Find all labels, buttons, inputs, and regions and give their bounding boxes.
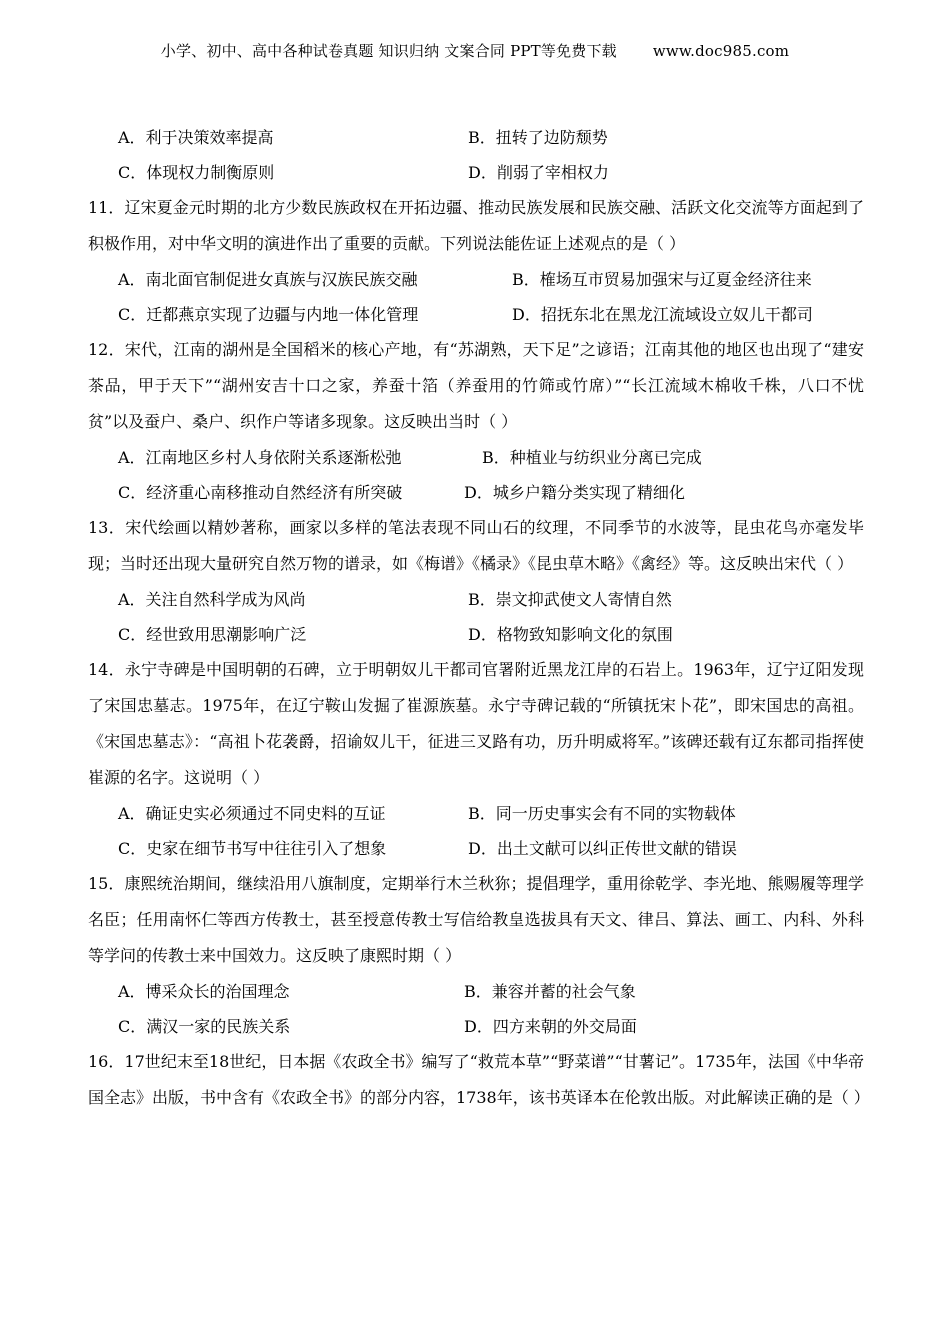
option-row — [88, 155, 864, 190]
header-url[interactable]: www.doc985.com — [652, 42, 790, 60]
q10-options — [88, 120, 864, 190]
question-16 — [88, 1044, 870, 1116]
option-row — [88, 297, 864, 332]
page-header — [0, 40, 950, 61]
option-a[interactable]: A．确证史实必须通过不同史料的互证 — [118, 804, 386, 823]
option-row — [88, 475, 864, 510]
question-stem: 16．17世纪末至18世纪，日本据《农政全书》编写了“救荒本草”“野菜谱”“甘薯记”。1735年，法国《中华帝国全志》出版，书中含有《农政全书》的部分内容，1738年，该书英译本在伦敦出版。对此解读正确的是（ ） — [88, 1052, 870, 1107]
option-b[interactable]: B．兼容并蓄的社会气象 — [464, 982, 636, 1001]
option-b[interactable]: B．扭转了边防颓势 — [468, 128, 608, 147]
option-b[interactable]: B．同一历史事实会有不同的实物载体 — [468, 804, 736, 823]
question-stem: 12．宋代，江南的湖州是全国稻米的核心产地，有“苏湖熟，天下足”之谚语；江南其他的地区也出现了“建安茶品，甲于天下”“湖州安吉十口之家，养蚕十箔（养蚕用的竹筛或竹席）”“长江流域木棉收千株，八口不忧贫”以及蚕户、桑户、织作户等诸多现象。这反映出当时（ ） — [88, 340, 864, 431]
option-row — [88, 974, 864, 1009]
option-row — [88, 582, 864, 617]
question-stem: 15．康熙统治期间，继续沿用八旗制度，定期举行木兰秋狝；提倡理学，重用徐乾学、李光地、熊赐履等理学名臣；任用南怀仁等西方传教士，甚至授意传教士写信给教皇选拔具有天文、律吕、算法、画工、内科、外科等学问的传教士来中国效力。这反映了康熙时期（ ） — [88, 874, 864, 965]
option-d[interactable]: D．出土文献可以纠正传世文献的错误 — [468, 839, 737, 858]
option-b[interactable]: B．崇文抑武使文人寄情自然 — [468, 590, 672, 609]
option-a[interactable]: A．江南地区乡村人身依附关系逐渐松弛 — [118, 448, 402, 467]
question-12 — [88, 332, 864, 510]
option-d[interactable]: D．招抚东北在黑龙江流域设立奴儿干都司 — [512, 305, 813, 324]
option-c[interactable]: C．满汉一家的民族关系 — [118, 1017, 291, 1036]
option-row — [88, 440, 864, 475]
option-a[interactable]: A．南北面官制促进女真族与汉族民族交融 — [118, 270, 418, 289]
question-stem: 11．辽宋夏金元时期的北方少数民族政权在开拓边疆、推动民族发展和民族交融、活跃文化交流等方面起到了积极作用，对中华文明的演进作出了重要的贡献。下列说法能佐证上述观点的是（ ） — [88, 198, 864, 253]
option-d[interactable]: D．削弱了宰相权力 — [468, 163, 609, 182]
question-14 — [88, 652, 864, 866]
option-c[interactable]: C．史家在细节书写中往往引入了想象 — [118, 839, 387, 858]
option-c[interactable]: C．体现权力制衡原则 — [118, 163, 275, 182]
option-a[interactable]: A．博采众长的治国理念 — [118, 982, 290, 1001]
header-text: 小学、初中、高中各种试卷真题 知识归纳 文案合同 PPT等免费下载 — [160, 42, 617, 60]
option-d[interactable]: D．四方来朝的外交局面 — [464, 1017, 637, 1036]
question-15 — [88, 866, 864, 1044]
question-11 — [88, 190, 864, 332]
exam-content — [88, 120, 870, 1116]
question-13 — [88, 510, 864, 652]
question-stem: 14．永宁寺碑是中国明朝的石碑，立于明朝奴儿干都司官署附近黑龙江岸的石岩上。1963年，辽宁辽阳发现了宋国忠墓志。1975年，在辽宁鞍山发掘了崔源族墓。永宁寺碑记载的“所镇抚宋卜花”，即宋国忠的高祖。《宋国忠墓志》：“高祖卜花袭爵，招谕奴儿干，征进三叉路有功，历升明威将军。”该碑还载有辽东都司指挥使崔源的名字。这说明（ ） — [88, 660, 864, 787]
question-stem: 13．宋代绘画以精妙著称，画家以多样的笔法表现不同山石的纹理，不同季节的水波等，昆虫花鸟亦毫发毕现；当时还出现大量研究自然万物的谱录，如《梅谱》《橘录》《昆虫草木略》《禽经》等。这反映出宋代（ ） — [88, 518, 864, 573]
option-row — [88, 796, 864, 831]
option-row — [88, 120, 864, 155]
option-d[interactable]: D．格物致知影响文化的氛围 — [468, 625, 673, 644]
option-b[interactable]: B．种植业与纺织业分离已完成 — [482, 448, 702, 467]
option-row — [88, 831, 864, 866]
option-c[interactable]: C．迁都燕京实现了边疆与内地一体化管理 — [118, 305, 419, 324]
option-row — [88, 262, 864, 297]
option-a[interactable]: A．关注自然科学成为风尚 — [118, 590, 306, 609]
option-c[interactable]: C．经世致用思潮影响广泛 — [118, 625, 307, 644]
option-b[interactable]: B．榷场互市贸易加强宋与辽夏金经济往来 — [512, 270, 812, 289]
option-c[interactable]: C．经济重心南移推动自然经济有所突破 — [118, 483, 403, 502]
option-row — [88, 617, 864, 652]
option-a[interactable]: A．利于决策效率提高 — [118, 128, 274, 147]
option-row — [88, 1009, 864, 1044]
option-d[interactable]: D．城乡户籍分类实现了精细化 — [464, 483, 685, 502]
